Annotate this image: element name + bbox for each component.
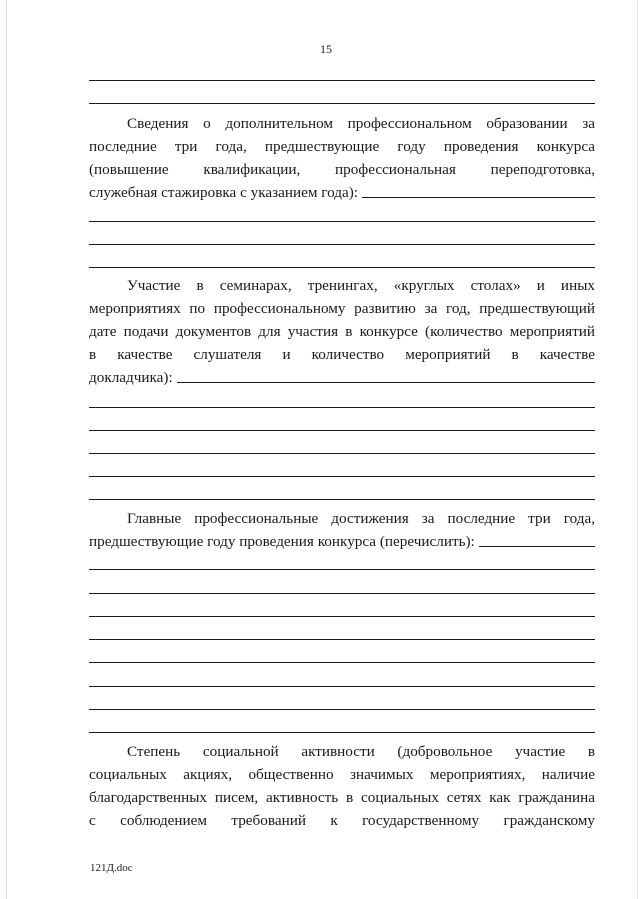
- paragraph-line: последние три года, предшествующие году проведения конкурса: [89, 138, 595, 155]
- answer-field[interactable]: [177, 382, 595, 383]
- answer-line[interactable]: [89, 221, 595, 222]
- paragraph-line: мероприятиях по профессиональному развитию за год, предшествующий: [89, 300, 595, 317]
- answer-line[interactable]: [89, 569, 595, 570]
- answer-line[interactable]: [89, 639, 595, 640]
- paragraph-line: Главные профессиональные достижения за последние три года,: [127, 510, 595, 527]
- section-additional-education: [89, 112, 595, 204]
- answer-line[interactable]: [89, 593, 595, 594]
- paragraph-line: докладчика):: [89, 369, 173, 386]
- answer-line[interactable]: [89, 430, 595, 431]
- paragraph-line: предшествующие году проведения конкурса (перечислить):: [89, 533, 475, 550]
- answer-line[interactable]: [89, 616, 595, 617]
- paragraph-line: благодарственных писем, активность в социальных сетях как гражданина: [89, 789, 595, 806]
- answer-line[interactable]: [89, 686, 595, 687]
- section-seminars-participation: [89, 274, 595, 389]
- paragraph-line: дате подачи документов для участия в конкурсе (количество мероприятий: [89, 323, 595, 340]
- paragraph-line: Сведения о дополнительном профессиональном образовании за: [127, 115, 595, 132]
- section-professional-achievements: [89, 507, 595, 553]
- answer-line[interactable]: [89, 476, 595, 477]
- paragraph-line: служебная стажировка с указанием года):: [89, 184, 359, 201]
- answer-line[interactable]: [89, 662, 595, 663]
- scan-edge-left: [6, 0, 7, 899]
- section-social-activity: [89, 740, 595, 832]
- paragraph-line-with-field: [89, 181, 595, 204]
- paragraph-line: (повышение квалификации, профессиональная переподготовка,: [89, 161, 595, 178]
- answer-field[interactable]: [362, 197, 595, 198]
- answer-line[interactable]: [89, 407, 595, 408]
- paragraph-line-with-field: [89, 366, 595, 389]
- page-number: 15: [320, 42, 332, 56]
- file-name-footer: 121Д.doc: [90, 862, 133, 874]
- answer-line[interactable]: [89, 103, 595, 104]
- paragraph-line: с соблюдением требований к государственному гражданскому: [89, 812, 595, 829]
- answer-line[interactable]: [89, 732, 595, 733]
- answer-line[interactable]: [89, 80, 595, 81]
- scan-edge-right: [637, 0, 638, 899]
- answer-line[interactable]: [89, 244, 595, 245]
- answer-line[interactable]: [89, 453, 595, 454]
- paragraph-line: Участие в семинарах, тренингах, «круглых столах» и иных: [127, 277, 595, 294]
- paragraph-line-with-field: [89, 530, 595, 553]
- answer-line[interactable]: [89, 499, 595, 500]
- answer-field[interactable]: [479, 546, 595, 547]
- paragraph-line: в качестве слушателя и количество мероприятий в качестве: [89, 346, 595, 363]
- answer-line[interactable]: [89, 709, 595, 710]
- paragraph-line: социальных акциях, общественно значимых мероприятиях, наличие: [89, 766, 595, 783]
- answer-line[interactable]: [89, 267, 595, 268]
- paragraph-line: Степень социальной активности (добровольное участие в: [127, 743, 595, 760]
